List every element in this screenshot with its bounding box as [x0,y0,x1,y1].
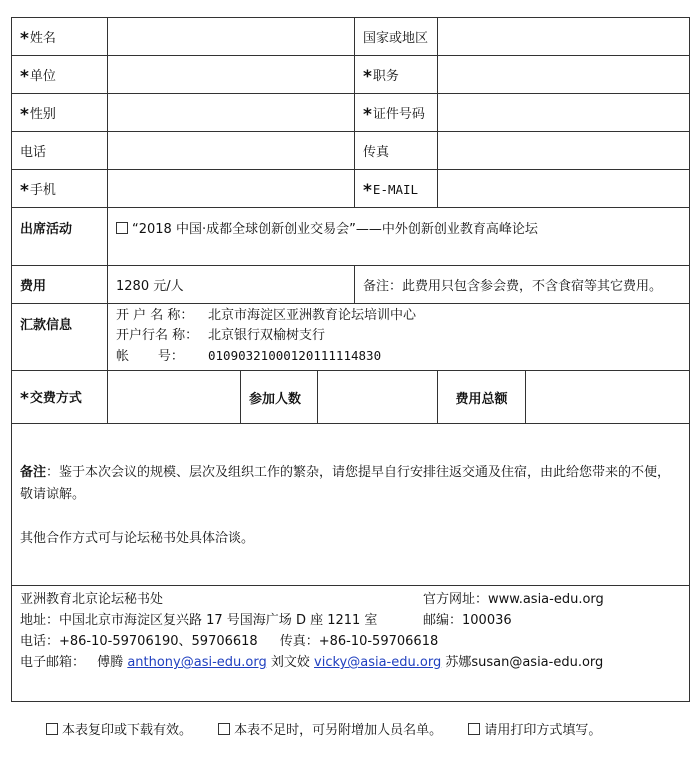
contact-org: 亚洲教育北京论坛秘书处 [20,592,164,607]
unit-input[interactable] [108,56,355,94]
contact-fax: 传真：+86-10-59706618 [279,634,439,649]
checkbox-icon[interactable] [218,723,230,735]
fax-label: 传真 [355,132,438,170]
fee-label: 费用 [12,266,108,304]
id-number-input[interactable] [438,94,690,132]
contact-website: 官方网址：www.asia-edu.org [423,592,604,607]
contact-person-2: 刘文姣 [270,655,310,670]
remarks-section [12,424,690,586]
footer-notes [46,719,686,738]
phone-label: 电话 [12,132,108,170]
contact-person-3: 苏娜susan@asia-edu.org [445,655,604,670]
email-input[interactable] [438,170,690,208]
activity-label: 出席活动 [12,208,108,266]
note-print-fill: 请用打印方式填写。 [484,723,602,738]
checkbox-icon[interactable] [46,723,58,735]
position-input[interactable] [438,56,690,94]
contact-email-label: 电子邮箱： [20,655,86,670]
contact-person-1: 傅腾 [97,655,124,670]
position-label: *职务 [355,56,438,94]
remittance-info: 开 户 名 称： 北京市海淀区亚洲教育论坛培训中心 开户行名 称： 北京银行双榆树支行 帐 号： 01090321000120111114830 [108,304,690,371]
contact-postcode: 邮编：100036 [423,613,512,628]
country-label: 国家或地区 [355,18,438,56]
total-input[interactable] [526,371,690,424]
contact-tel: 电话：+86-10-59706190、59706618 [20,634,258,649]
activity-option[interactable]: “2018 中国·成都全球创新创业交易会”——中外创新创业教育高峰论坛 [108,208,690,266]
name-label: *姓名 [12,18,108,56]
id-number-label: *证件号码 [355,94,438,132]
note-attach-list: 本表不足时，可另附增加人员名单。 [234,723,443,738]
email-link-anthony[interactable]: anthony@asi-edu.org [127,655,267,670]
note-copy-valid: 本表复印或下载有效。 [62,723,193,738]
unit-label: *单位 [12,56,108,94]
remarks-heading: 备注 [20,465,47,480]
participants-label: 参加人数 [241,371,318,424]
checkbox-icon[interactable] [116,222,128,234]
mobile-input[interactable] [108,170,355,208]
email-link-vicky[interactable]: vicky@asia-edu.org [314,655,442,670]
fax-input[interactable] [438,132,690,170]
payment-method-label: *交费方式 [12,371,108,424]
total-label: 费用总额 [438,371,526,424]
registration-form [11,17,690,702]
remarks-text: ：鉴于本次会议的规模、层次及组织工作的繁杂，请您提早自行安排往返交通及住宿，由此给您带来的不便，敬请谅解。 [20,465,671,502]
country-input[interactable] [438,18,690,56]
fee-amount: 1280 元/人 [108,266,355,304]
payment-method-input[interactable] [108,371,241,424]
fee-note: 备注：此费用只包含参会费，不含食宿等其它费用。 [355,266,690,304]
mobile-label: *手机 [12,170,108,208]
contact-address: 地址：中国北京市海淀区复兴路 17 号国海广场 D 座 1211 室 [20,613,378,628]
contact-section [12,586,690,702]
remarks-other: 其他合作方式可与论坛秘书处具体洽谈。 [20,531,255,546]
gender-input[interactable] [108,94,355,132]
remittance-label: 汇款信息 [12,304,108,371]
email-label: *E-MAIL [355,170,438,208]
checkbox-icon[interactable] [468,723,480,735]
name-input[interactable] [108,18,355,56]
participants-input[interactable] [318,371,438,424]
gender-label: *性别 [12,94,108,132]
phone-input[interactable] [108,132,355,170]
